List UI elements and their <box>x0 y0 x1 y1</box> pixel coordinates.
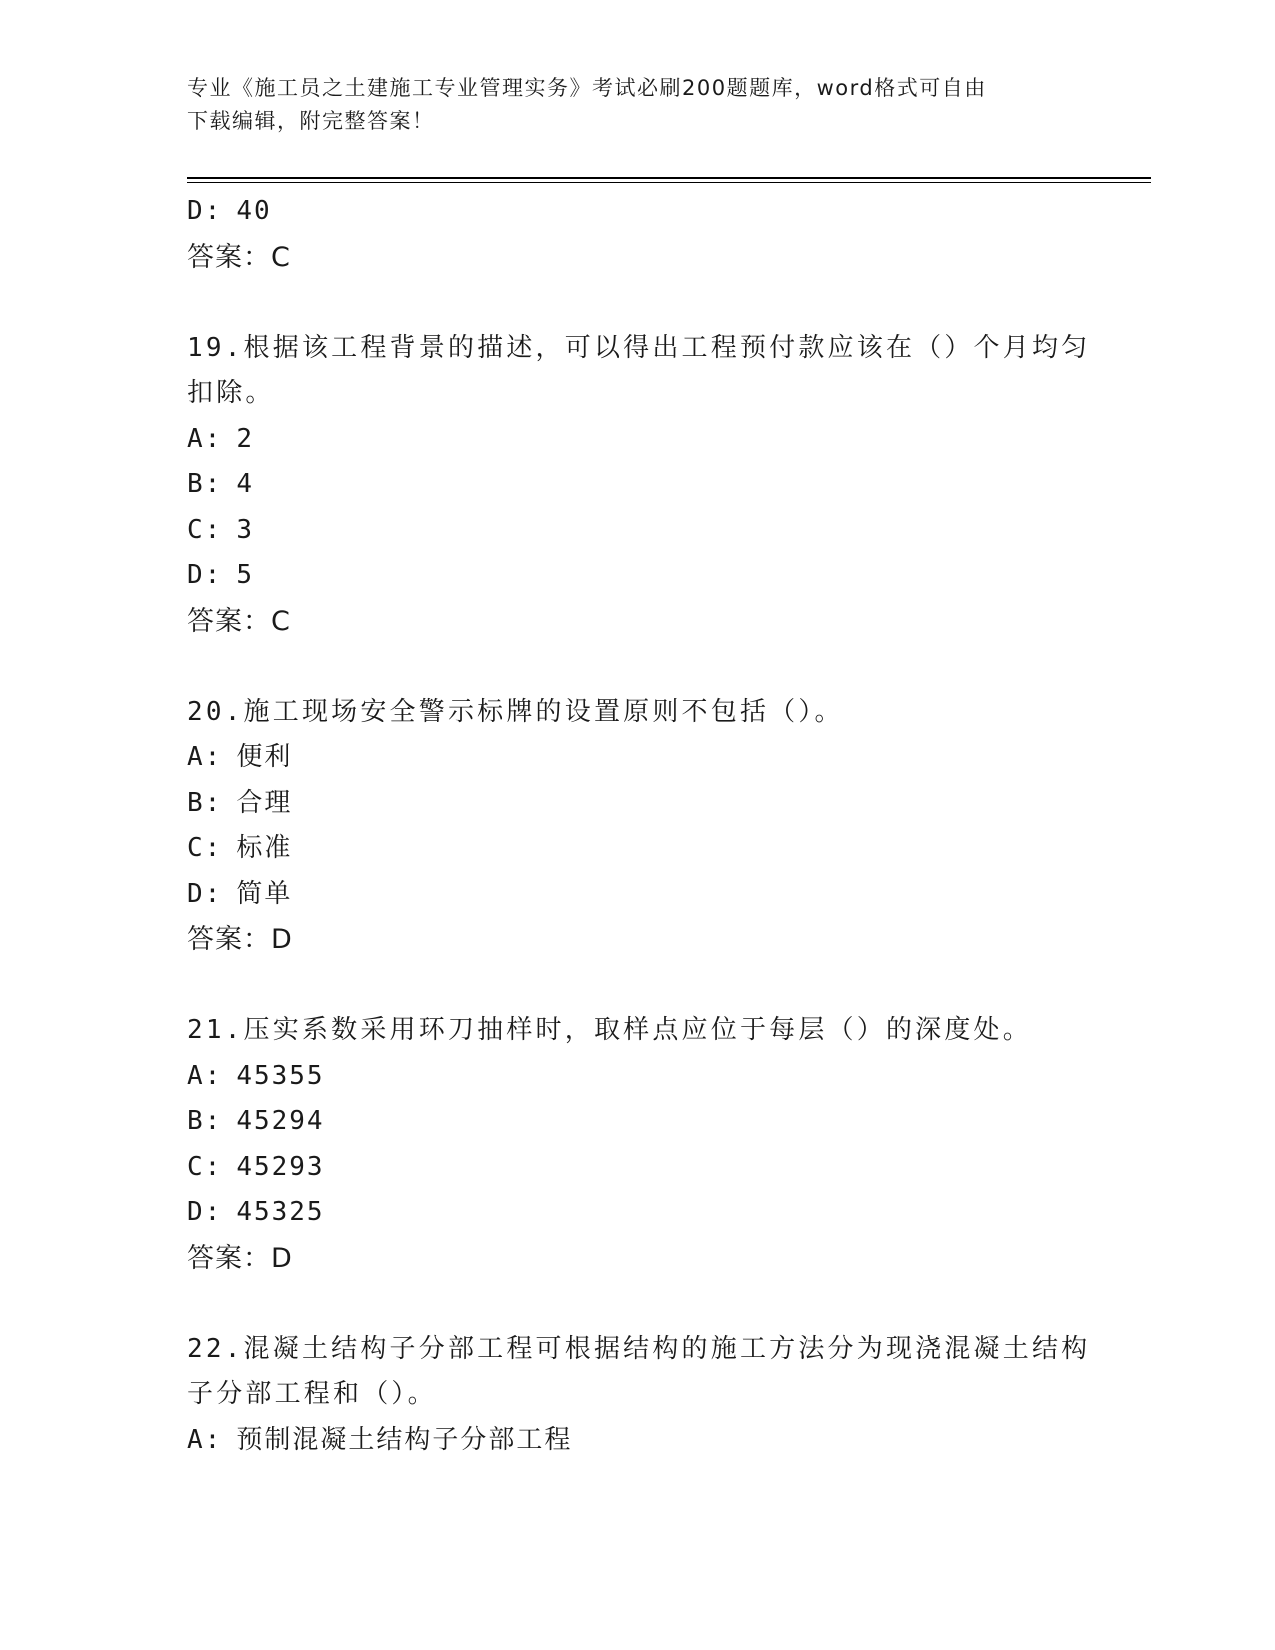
question-22-stem-line-2: 子分部工程和（）。 <box>187 1379 437 1409</box>
spacer <box>187 1281 1087 1327</box>
question-21-option-d <box>187 1190 1087 1236</box>
question-22-stem-line-1: 22.混凝土结构子分部工程可根据结构的施工方法分为现浇混凝土结构 <box>187 1333 1091 1364</box>
question-21-stem-line-1: 21.压实系数采用环刀抽样时，取样点应位于每层（）的深度处。 <box>187 1015 1032 1045</box>
option-label: B: <box>187 787 223 818</box>
option-text: 45325 <box>236 1197 325 1227</box>
question-19-answer: 答案：C <box>187 605 291 637</box>
option-text: 5 <box>236 560 254 590</box>
option-text: 预制混凝土结构子分部工程 <box>236 1424 573 1455</box>
header-divider-thick <box>187 177 1151 179</box>
question-20-option-b <box>187 781 1087 827</box>
header-title-line-2: 下载编辑，附完整答案！ <box>187 109 435 133</box>
option-label: A: <box>187 1424 223 1455</box>
carryover-option-d <box>187 189 1087 235</box>
question-19-option-c <box>187 508 1087 554</box>
option-label: A: <box>187 423 223 454</box>
question-20-option-a <box>187 735 1087 781</box>
question-22-option-a <box>187 1418 1087 1464</box>
option-label: C: <box>187 1151 223 1182</box>
spacer <box>187 963 1087 1009</box>
option-text: 45355 <box>236 1060 325 1091</box>
option-label: D: <box>187 1197 223 1227</box>
question-list <box>187 189 1091 1463</box>
question-20-stem-line-1: 20.施工现场安全警示标牌的设置原则不包括（）。 <box>187 696 844 727</box>
question-19-option-d <box>187 553 1087 599</box>
option-label: D: <box>187 560 223 590</box>
option-text: 4 <box>236 469 254 499</box>
carryover-answer: 答案：C <box>187 241 291 273</box>
question-20-answer: 答案：D <box>187 924 293 955</box>
option-text: 简单 <box>236 878 293 909</box>
question-19-stem-line-1: 19.根据该工程背景的描述，可以得出工程预付款应该在（）个月均匀 <box>187 332 1091 363</box>
option-label: A: <box>187 742 223 772</box>
header-title-line-1: 专业《施工员之土建施工专业管理实务》考试必刷200题题库，word格式可自由 <box>187 76 987 100</box>
option-label: D: <box>187 878 223 909</box>
question-20-option-d <box>187 872 1087 918</box>
question-21-option-c <box>187 1145 1087 1191</box>
option-text: 40 <box>236 196 272 226</box>
option-label: B: <box>187 1106 223 1136</box>
option-label: B: <box>187 469 223 499</box>
option-text: 合理 <box>236 787 293 818</box>
option-text: 标准 <box>236 833 293 863</box>
option-label: C: <box>187 833 223 863</box>
header-divider-thin <box>187 182 1151 183</box>
document-header <box>187 72 1087 138</box>
question-21-option-a <box>187 1054 1087 1100</box>
question-19-option-b <box>187 462 1087 508</box>
option-text: 2 <box>236 423 254 454</box>
option-text: 便利 <box>236 742 293 772</box>
spacer <box>187 644 1087 690</box>
spacer <box>187 280 1087 326</box>
option-text: 45293 <box>236 1151 325 1182</box>
option-text: 45294 <box>236 1106 325 1136</box>
question-21-answer: 答案：D <box>187 1242 293 1274</box>
question-19-option-a <box>187 417 1087 463</box>
option-text: 3 <box>236 514 254 545</box>
option-label: A: <box>187 1060 223 1091</box>
question-20-option-c <box>187 826 1087 872</box>
question-19-stem-line-2: 扣除。 <box>187 378 275 408</box>
option-label: C: <box>187 514 223 545</box>
question-21-option-b <box>187 1099 1087 1145</box>
option-label: D: <box>187 196 223 226</box>
